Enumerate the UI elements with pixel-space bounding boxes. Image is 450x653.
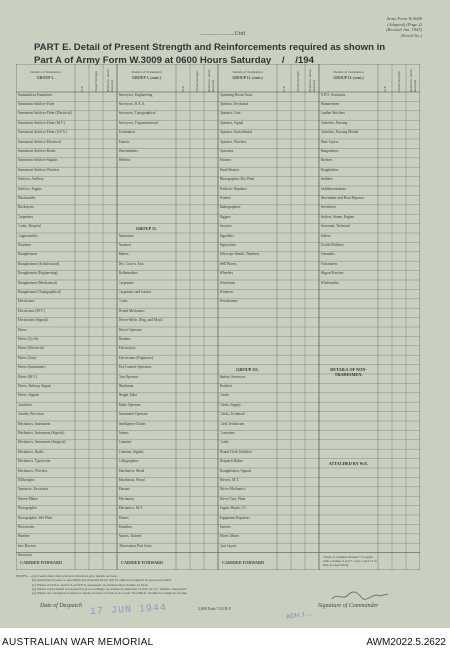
trade-row-label: Mechanics, Instrument (Signals) <box>17 431 65 435</box>
note-line: (e) Where not enough of notation is made on back of form, tick words "See Back" should be written in red ink. <box>32 591 188 596</box>
trade-row-label: Rangetakers <box>320 149 339 153</box>
trade-row-label: Panel Beaters <box>219 167 240 172</box>
trade-row-label: Welders <box>118 158 131 163</box>
trade-row-label: Driver-Operator <box>118 327 142 332</box>
trade-row-label: Operator, Wireless <box>219 139 247 144</box>
column-subheader: Reinforce- ments Required <box>308 69 316 92</box>
trade-row-label: Hatchman <box>118 384 134 388</box>
trade-row-label: Mechanics, Typewriter <box>17 459 51 464</box>
trade-row-label: Mechanics, Instrument (Surgical) <box>17 440 66 445</box>
trade-row-label: Bricklayers <box>17 205 35 210</box>
trade-row-label: Dental Clerk Orderlies <box>219 449 253 454</box>
form-ref-line: (Revised Jan. 1943) <box>386 27 422 32</box>
trade-row-label: Drivers, M.T. <box>219 478 239 482</box>
section-heading: DETAILS OF NON-TRADESMEN. <box>330 367 367 377</box>
trade-row-label: Coppersmiths <box>17 233 38 238</box>
column-subheader: Reinforce- ments Required <box>409 69 417 92</box>
trade-row-label: Fitters' Mates <box>219 534 240 539</box>
trade-row-label: Predictor Numbers <box>219 186 247 191</box>
trade-row-label: Machine'ts, Metal <box>118 468 145 473</box>
trade-row-label: Mechanics, Radio <box>17 449 44 454</box>
trade-row-label: Despatch Riders <box>219 459 244 464</box>
trade-row-label: Battery Surveyors <box>219 374 246 379</box>
carried-forward-label: CARRIED FORWARD <box>222 559 265 565</box>
trade-row-label: Moulders <box>118 525 133 529</box>
trade-row-label: Millwrights <box>17 478 35 482</box>
trade-row-label: Ammunition Examiners <box>17 92 53 97</box>
trade-row-label: Draymen <box>17 243 31 247</box>
trade-row-label: Cooks, Hospital <box>17 224 41 229</box>
trade-row-label: Armourers <box>118 233 135 238</box>
trade-row-label: Photographer <box>17 506 37 511</box>
trade-row-label: Armament Artificer Radio <box>17 149 56 153</box>
trade-row-label: Height Taker <box>118 393 138 398</box>
trade-row-label: Gunfitters <box>17 402 33 407</box>
trade-row-label: Clerks, Technical <box>219 412 245 417</box>
trade-row-label: Intelligence Duties <box>118 421 146 426</box>
caption-bar <box>0 628 450 653</box>
trade-row-label: Fitters (Gun) <box>17 355 37 360</box>
form-reference <box>386 16 422 38</box>
trade-row-label: Linemen, Signals <box>118 449 144 454</box>
column-subheader: W.E. <box>181 85 185 92</box>
trade-row-label: Electricians (M.V.) <box>17 308 45 313</box>
trade-row-label: Draughtsmen (Architectural) <box>17 261 60 266</box>
trade-row-label: Signwriters <box>219 243 237 247</box>
date-stamp: 17 JUN 1944 <box>89 602 168 619</box>
trade-row-label: Carpenters <box>118 280 135 285</box>
trade-row-label: Saw Doctors <box>17 543 36 548</box>
trade-row-label: Armament Artificer Fitter (Electrical) <box>17 111 72 116</box>
trade-row-label: Operator, Signal <box>219 120 244 125</box>
title-line-2: Part A of Army Form W.3009 at 0600 Hours Saturday / /194 <box>34 55 314 66</box>
trade-row-label: Clerk Technician <box>219 421 245 426</box>
trade-row-label: Plate Layers <box>320 139 339 144</box>
trade-row-label: Electrolysis <box>118 346 136 351</box>
trade-row-label: Surveyors <box>17 553 33 558</box>
trade-row-label: Instrument Operator <box>118 412 148 417</box>
trade-row-label: Photographer, Dry Plate <box>219 177 255 182</box>
column-header-details <box>219 64 276 92</box>
title-line-1: PART E. Detail of Present Strength and Reinforcements required as shown in <box>34 42 386 53</box>
trade-row-label: Armament Artificer Electrical <box>17 139 61 144</box>
trade-row-label: Operators, Excavator <box>17 487 49 492</box>
archive-name: AUSTRALIAN WAR MEMORIAL <box>2 637 154 648</box>
trade-row-label: Blacksmiths <box>17 196 36 200</box>
trade-row-label: Nurses, Trained <box>118 534 142 539</box>
trade-row-label: Bakers <box>118 252 129 257</box>
trade-row-label: Mechanics, Instrument <box>17 421 51 426</box>
details-label: Details of Tradesmen <box>333 70 364 74</box>
column-header-details <box>320 64 377 92</box>
trade-row-label: Riggers <box>219 214 231 219</box>
details-label: Details of Tradesmen <box>30 70 61 74</box>
trade-row-label: Lithographers <box>118 459 139 464</box>
details-label: Details of Tradesmen <box>131 70 162 74</box>
trade-row-label: Tinsmiths <box>320 252 335 257</box>
note-line: (d) Where replacement not desired note accordingly on returns by insertion of N.R. in col. "Reinfts. Required". <box>32 586 188 591</box>
form-ref-line: Army Form W.3009 <box>386 16 422 21</box>
trade-row-label: Armament Artificer Fitter (A.F.V.) <box>17 130 68 135</box>
trade-row-label: Radio Operator <box>118 402 141 407</box>
trade-row-label: Surveyors, R.A.A. <box>118 102 146 106</box>
trade-row-label: Riveters <box>320 158 333 163</box>
trade-row-label: Carpenters and Joiners <box>118 290 152 294</box>
trade-row-label: Photowriter <box>17 525 35 529</box>
trade-row-label: Linemen <box>118 440 132 445</box>
column-subheader: Posted Strength <box>296 71 300 92</box>
trade-row-label: Opticians <box>219 149 234 153</box>
trade-row-label: Miners <box>118 515 129 520</box>
trade-row-label: Stevedores <box>320 205 337 210</box>
trade-row-label: Concreters <box>219 431 236 435</box>
trade-row-label: Roughriders <box>320 167 339 172</box>
trade-row-label: Draughtsmen, Signals <box>219 468 252 473</box>
trade-row-label: Grinder, Precision <box>17 412 44 417</box>
trade-row-label: Butchers <box>219 384 233 388</box>
trade-row-label: Driver Tyre, Plant <box>219 496 246 501</box>
trade-row-label: Painters <box>219 158 232 163</box>
note-line: (c) Where A.W.E.S. and/or A.A.W.E.S. personnel are desired show details on back. <box>32 582 149 587</box>
trade-row-label: Armament Artificer Signals <box>17 158 58 163</box>
trade-row-label: Leather Stitchers <box>320 111 345 116</box>
trade-row-label: Pattern Maker <box>17 496 38 501</box>
column-subheader: Reinforce- ments Required <box>106 69 114 92</box>
trade-row-label: Driver-Mech. (Eng. and Mod.) <box>118 318 163 323</box>
trade-row-label: Operator, Keyboard <box>219 102 249 106</box>
signature-label: Signature of Commander <box>318 603 379 609</box>
trade-row-label: Artificer, Engine <box>17 186 42 191</box>
trade-row-label: Machinists, Wood <box>118 478 145 482</box>
trade-row-label: Winchmen <box>219 280 236 285</box>
trade-row-label: Cooks <box>118 299 128 304</box>
trade-row-label: Radiographers <box>219 205 241 210</box>
trade-row-label: Surveyors, Topographical <box>118 111 156 116</box>
trade-row-label: Wiremen <box>219 290 233 294</box>
trade-row-label: Signallers <box>219 233 234 238</box>
column-subheader: W.E. <box>80 85 84 92</box>
trade-row-label: Wheelers <box>219 271 234 276</box>
trade-row-label: Driver Mechanics <box>219 487 246 492</box>
trade-row-label: Wagon Erectors <box>320 271 344 276</box>
trade-row-label: Equipment Repairers <box>219 515 250 520</box>
strength-table <box>16 64 420 570</box>
trade-row-label: Surveyors, Trigonometrical <box>118 120 159 125</box>
trade-row-label: Armament Artificer Fitter (M.V.) <box>17 120 66 125</box>
trade-row-label: Saddlers <box>320 177 333 182</box>
trade-row-label: Electricians (Signals) <box>17 318 49 323</box>
trade-row-label: Armament Artificer Wireless <box>17 167 60 172</box>
trade-row-label: Draughtsmen (Mechanical) <box>17 280 57 285</box>
trade-row-label: Electricians (Engineers) <box>118 355 154 360</box>
form-ref-line: (Adapted) (Page 2) <box>387 21 422 27</box>
trade-row-label: Fitters <box>17 327 27 332</box>
trade-row-label: Stokers, Steam, Engine <box>320 214 355 219</box>
trade-row-label: Gun Operator <box>118 374 139 379</box>
trade-row-label: Cooks <box>219 440 229 445</box>
group-label: GROUP 1. (cont.) <box>132 76 161 80</box>
trade-row-label: Fitters (M.V.) <box>17 374 38 379</box>
trade-row-label: Draughtsmen (Topographical) <box>17 290 61 294</box>
column-header-details <box>17 64 74 92</box>
trade-row-label: Telescope Identif. Numbers <box>219 252 260 257</box>
receipt-stamp: ADH 1 ... <box>285 610 313 621</box>
trade-row-label: Shoemaker and Boot Repairer <box>320 196 364 200</box>
trade-row-label: Plumber <box>17 534 30 539</box>
carried-forward-label: CARRIED FORWARD <box>121 559 164 565</box>
trade-row-label: Surveyors, Engineering <box>118 92 153 97</box>
trade-row-label: Fitters, Signals <box>17 393 40 398</box>
column-header-details <box>118 64 175 92</box>
trade-row-label: Mechanics, M.T. <box>118 506 143 511</box>
trade-row-label: Whitesmiths <box>320 280 339 285</box>
trade-row-label: Vulcanizers <box>320 261 338 266</box>
trade-row-label: Masons <box>118 487 130 492</box>
note-line: (b) Authorized trades or specialists not included in list will be added as required in spaces provided. <box>32 578 172 583</box>
trade-row-label: Photographer, Wet Plate <box>17 515 53 520</box>
trade-row-label: Fitters (Instrument) <box>17 365 46 370</box>
trade-row-label: Hammermen <box>320 102 340 106</box>
archive-id: AWM2022.5.2622 <box>366 637 446 648</box>
trade-row-label: Drainers <box>118 337 131 341</box>
trade-row-label: Operator, Line <box>219 111 241 116</box>
trade-row-label: Dry. Conc'n. Asst. <box>118 261 145 266</box>
trade-row-label: Dental Mechanics <box>118 308 145 313</box>
trade-row-label: Armament Artificer Fitter <box>17 102 55 106</box>
trade-row-label: Engine Hands, I.C. <box>219 506 247 511</box>
totals-note: Totals of columns Marked * to agree with columns 4 and 7, rows 1 and 13 of Part A respectively. <box>323 554 377 567</box>
trade-row-label: Boilermakers <box>118 271 138 276</box>
trade-row-label: Clerks, Supply <box>219 402 241 407</box>
section-heading: GROUP 111. <box>236 367 259 372</box>
form-ref-line: (Serial No.) <box>400 32 422 38</box>
trade-row-label: Woodturners <box>219 299 238 304</box>
column-subheader: W.E. <box>383 85 387 92</box>
trade-row-label: Artificer, Artillery <box>17 177 44 182</box>
trade-row-label: N.P.O. Assistants <box>320 92 346 97</box>
column-subheader: Posted Strength <box>94 71 98 92</box>
print-reference: 2,000 Pads 7/43 B.P. <box>198 606 232 611</box>
carried-forward-label: CARRIED FORWARD <box>20 559 63 565</box>
trade-row-label: Mechanics, Wireless <box>17 468 48 473</box>
unit-label: .......................Unit <box>200 31 246 37</box>
trade-row-label: Textile Refitters <box>320 243 344 247</box>
trade-row-label: Fitters, Railway Signal <box>17 384 51 388</box>
trade-row-label: Orderlies, Nursing Mental <box>320 130 359 135</box>
trade-row-label: Operating Room Assts. <box>219 92 253 97</box>
trade-row-label: Tailors <box>320 233 331 238</box>
trade-row-label: Carpenters <box>17 214 34 219</box>
trade-row-label: Draughtsmen (Engineering) <box>17 271 58 276</box>
trade-row-label: Printers <box>219 196 231 200</box>
section-heading: GROUP 11. <box>136 226 157 231</box>
column-subheader: Reinforce- ments Required <box>207 69 215 92</box>
trade-row-label: Clerks <box>219 393 229 398</box>
trade-row-label: Joiners <box>118 431 129 435</box>
column-subheader: W.E. <box>282 85 286 92</box>
group-label: GROUP 11. (cont.) <box>232 76 263 80</box>
trade-row-label: Turners <box>118 139 130 144</box>
trade-row-label: Fitters (Electrical) <box>17 346 44 351</box>
trade-row-label: Operator, Switchboard <box>219 130 253 135</box>
trade-row-label: Gun Layers <box>219 543 237 548</box>
note-line: NOTES.—(a) If such other than private is involved give details on back. <box>16 574 118 578</box>
column-subheader: Posted Strength <box>397 71 401 92</box>
group-label: GROUP 1. <box>36 76 55 80</box>
column-subheader: Posted Strength <box>195 71 199 92</box>
trade-row-label: Fitters (Cycle) <box>17 337 39 341</box>
trade-row-label: Mechanics <box>118 496 135 501</box>
trade-row-label: Electricians <box>17 299 35 304</box>
trade-row-label: Farriers <box>219 525 231 529</box>
trade-row-label: Toolmakers <box>118 130 136 135</box>
trade-row-label: Orderlies, Nursing <box>320 120 348 125</box>
trade-row-label: Saddletreemakers <box>320 186 347 191</box>
trade-row-label: Observation Post Assts. <box>118 543 153 548</box>
trade-row-label: Well Borers <box>219 261 237 266</box>
section-heading: ATTACHED BY W.E. <box>328 461 369 466</box>
trade-row-label: Draughtsmen <box>17 252 37 257</box>
commander-signature <box>330 590 390 602</box>
trade-row-label: Storemen, Technical <box>320 224 350 229</box>
trade-row-label: Fire Control Operators <box>118 365 152 370</box>
date-of-despatch-label: Date of Despatch <box>40 603 82 609</box>
trade-row-label: Watchmakers <box>118 149 138 153</box>
trade-row-label: Axemen <box>118 243 131 247</box>
details-label: Details of Tradesmen <box>232 70 263 74</box>
trade-row-label: Sawyers <box>219 224 232 229</box>
group-label: GROUP 11. (cont.) <box>333 76 364 80</box>
